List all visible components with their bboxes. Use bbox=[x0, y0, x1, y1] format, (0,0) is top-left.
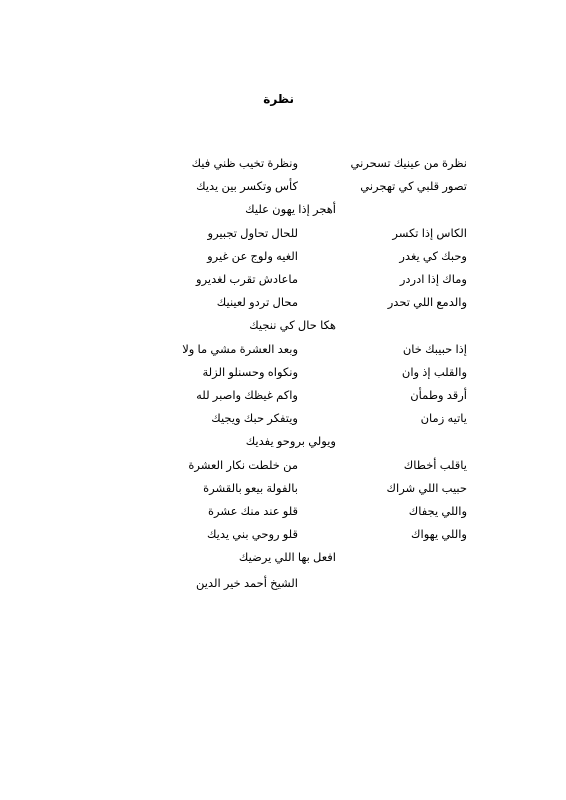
verse-left-hemistich: للحال تحاول تجبيرو bbox=[207, 228, 298, 240]
poem-signature: الشيخ أحمد خير الدين bbox=[195, 578, 298, 590]
verse-left-hemistich: واكم غيظك واصبر لله bbox=[196, 390, 298, 402]
verse-left-hemistich: كأس وتكسر بين يديك bbox=[196, 181, 298, 193]
verse-left-hemistich: قلو عند منك عشرة bbox=[207, 506, 298, 518]
verse-left-hemistich: ونكواه وحسنلو الزلة bbox=[202, 367, 298, 379]
verse-right-hemistich: وماك إذا ادردر bbox=[399, 274, 467, 286]
verse-right-hemistich: أرقد وطمأن bbox=[410, 390, 467, 402]
verse-left-hemistich: قلو روحي بني يديك bbox=[206, 529, 298, 541]
verse-right-hemistich: والدمع اللي تحدر bbox=[387, 297, 467, 309]
poem-title: نظرة bbox=[263, 92, 294, 106]
verse-left-hemistich: ماعادش تقرب لغديرو bbox=[196, 274, 298, 286]
verse-right-hemistich: إذا حبيبك خان bbox=[402, 344, 467, 356]
verse-left-hemistich: بالفولة بيعو بالقشرة bbox=[203, 483, 298, 495]
refrain-line: افعل بها اللي يرضيك bbox=[238, 552, 336, 564]
verse-left-hemistich: وبعد العشرة مشي ما ولا bbox=[182, 344, 298, 356]
verse-right-hemistich: حبيب اللي شراك bbox=[386, 483, 467, 495]
verse-left-hemistich: ويتفكر حبك ويجيك bbox=[211, 413, 298, 425]
verse-right-hemistich: ياقلب أخطاك bbox=[403, 460, 467, 472]
verse-left-hemistich: الغيه ولوج عن غيرو bbox=[207, 251, 298, 263]
verse-right-hemistich: وحبك كي يغدر bbox=[399, 251, 467, 263]
verse-left-hemistich: محال تردو لعينيك bbox=[216, 297, 298, 309]
verse-left-hemistich: ونظرة تخيب ظني فيك bbox=[191, 158, 298, 170]
refrain-line: ويولي بروحو يفديك bbox=[245, 436, 336, 448]
verse-right-hemistich: واللي يهواك bbox=[411, 529, 467, 541]
refrain-line: أهجر إذا يهون عليك bbox=[245, 204, 336, 216]
verse-right-hemistich: ياتيه زمان bbox=[420, 413, 467, 425]
verse-left-hemistich: من خلطت نكار العشرة bbox=[188, 460, 298, 472]
refrain-line: هكا حال كي ننجيك bbox=[249, 320, 336, 332]
verse-right-hemistich: نظرة من عينيك تسحرني bbox=[350, 158, 467, 170]
verse-right-hemistich: تصور قلبي كي تهجرني bbox=[360, 181, 467, 193]
verse-right-hemistich: والقلب إذ وان bbox=[401, 367, 467, 379]
verse-right-hemistich: واللي يجفاك bbox=[408, 506, 467, 518]
verse-right-hemistich: الكاس إذا تكسر bbox=[392, 228, 467, 240]
